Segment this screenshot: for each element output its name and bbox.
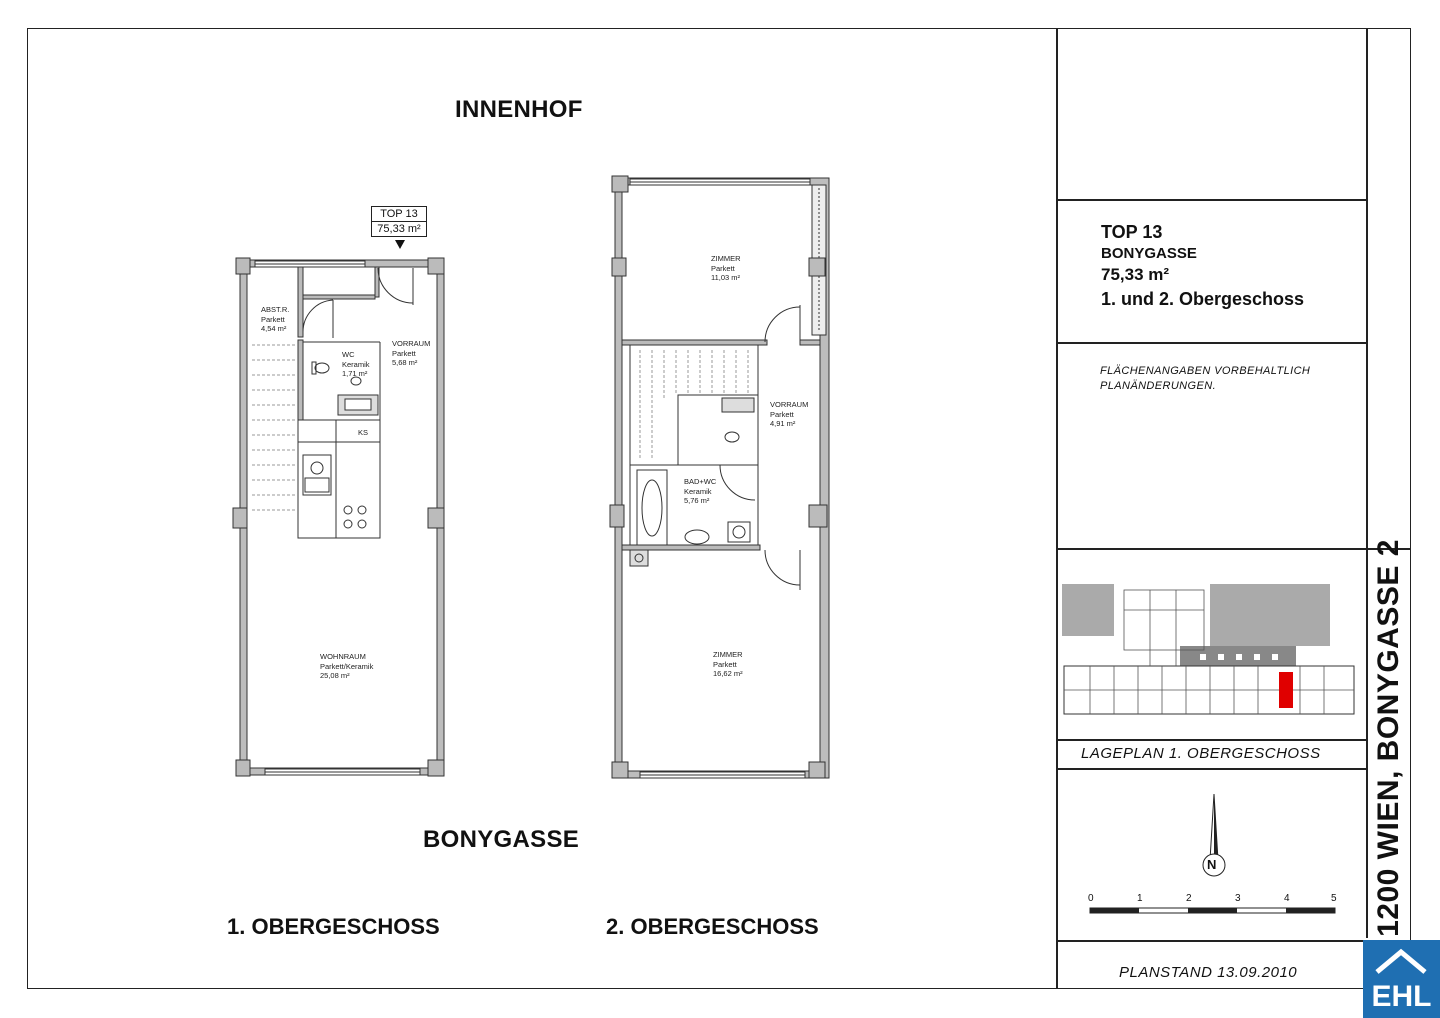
scale-tick: 5 [1331, 893, 1337, 904]
title-block-rule [1056, 940, 1366, 942]
project-title: 1200 WIEN, BONYGASSE 2 [1372, 539, 1405, 937]
info-unit: TOP 13 [1101, 222, 1163, 242]
unit-highlight [1279, 672, 1293, 708]
room-name: VORRAUM [392, 339, 431, 348]
disclaimer-note [1100, 364, 1310, 394]
room-area: 11,03 m² [711, 273, 741, 282]
title-block-divider [1056, 28, 1058, 989]
title-block-rule [1056, 342, 1366, 344]
scale-bar [1086, 905, 1341, 917]
room-name: ABST.R. [261, 305, 290, 314]
room-wc [342, 350, 370, 379]
room-floor: Parkett [711, 263, 735, 273]
site-block [1062, 584, 1114, 636]
floor1-plan [233, 258, 444, 776]
site-plan-label: LAGEPLAN 1. OBERGESCHOSS [1081, 745, 1321, 762]
info-street: BONYGASSE [1101, 245, 1197, 262]
room-floor: Parkett [261, 314, 285, 324]
title-block-rule [1056, 768, 1366, 770]
room-name: WC [342, 350, 355, 359]
room-floor: Parkett [770, 409, 794, 419]
room-floor: Keramik [342, 359, 370, 369]
north-label: N [1207, 857, 1217, 872]
room-living [320, 652, 373, 681]
courtyard-label: INNENHOF [455, 96, 583, 123]
room-floor: Parkett [713, 659, 737, 669]
title-block-rule [1056, 199, 1366, 201]
project-title-vertical [1367, 538, 1411, 938]
room-area: 5,76 m² [684, 496, 710, 505]
unit-tag-name: TOP 13 [372, 207, 426, 222]
logo-text: EHL [1371, 980, 1432, 1013]
room-area: 16,62 m² [713, 669, 743, 678]
site-block [1210, 584, 1330, 646]
plan-date: PLANSTAND 13.09.2010 [1119, 964, 1298, 981]
room-area: 5,68 m² [392, 358, 418, 367]
room-name: ZIMMER [711, 254, 741, 263]
room-name: ZIMMER [713, 650, 743, 659]
house-roof-icon [1363, 940, 1440, 980]
room-floor: Parkett [392, 348, 416, 358]
scale-tick: 1 [1137, 893, 1143, 904]
room-floor: Keramik [684, 486, 712, 496]
unit-tag-arrow [395, 240, 405, 249]
scale-tick: 0 [1088, 893, 1094, 904]
disclaimer-line: FLÄCHENANGABEN VORBEHALTLICH [1100, 365, 1311, 377]
fridge-label: KS [358, 428, 369, 437]
floor1-label: 1. OBERGESCHOSS [227, 914, 440, 939]
room-bedroom-1 [711, 254, 741, 283]
scale-tick: 4 [1284, 893, 1290, 904]
scale-tick: 3 [1235, 893, 1241, 904]
floor2-label: 2. OBERGESCHOSS [606, 914, 819, 939]
room-name: VORRAUM [770, 400, 809, 409]
room-storage [261, 305, 289, 334]
title-block-rule [1056, 548, 1411, 550]
room-hall-floor1 [392, 339, 430, 368]
room-area: 25,08 m² [320, 671, 350, 680]
title-block-rule [1056, 739, 1366, 741]
street-label: BONYGASSE [423, 826, 580, 853]
scale-tick: 2 [1186, 893, 1192, 904]
disclaimer-line: PLANÄNDERUNGEN. [1100, 380, 1217, 392]
room-bedroom-2 [713, 650, 743, 679]
info-floors: 1. und 2. Obergeschoss [1101, 289, 1305, 309]
unit-tag-area: 75,33 m² [377, 223, 421, 235]
room-area: 1,71 m² [342, 369, 368, 378]
ehl-logo [1363, 940, 1440, 1018]
room-hall-floor2 [770, 400, 808, 429]
info-area: 75,33 m² [1101, 265, 1170, 284]
site-plan-thumbnail [1060, 580, 1360, 720]
room-area: 4,54 m² [261, 324, 287, 333]
room-floor: Parkett/Keramik [320, 661, 374, 671]
room-name: WOHNRAUM [320, 652, 366, 661]
room-name: BAD+WC [684, 477, 717, 486]
room-bathroom [684, 477, 716, 506]
room-area: 4,91 m² [770, 419, 796, 428]
